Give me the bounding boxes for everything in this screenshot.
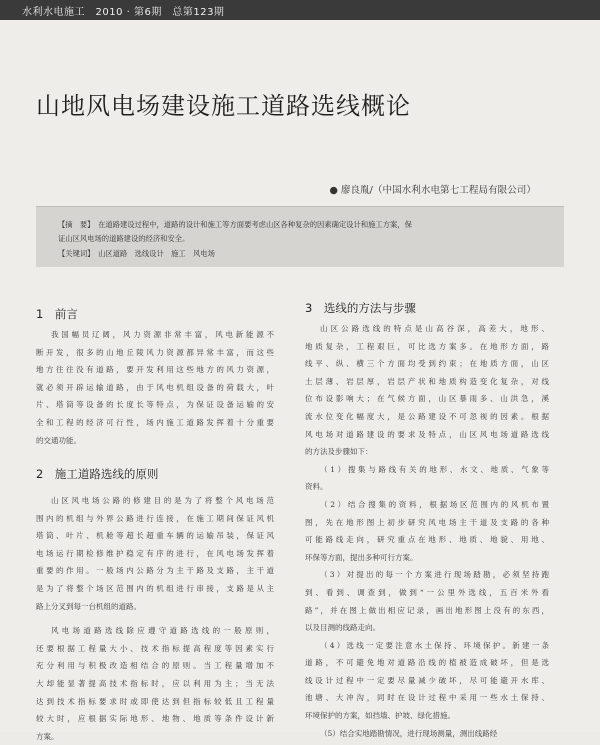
text-line: （2）结合搜集的资料，根据场区范围内的风机布置	[320, 499, 549, 509]
section-3-body	[305, 320, 549, 742]
text-line: （4）选线一定要注意水土保持、环境保护。新建一条	[320, 640, 549, 650]
text-line: 风电场道路选线除应遵守道路选线的一般原则，	[51, 626, 274, 636]
text-line: 到、看到、调查到，做到“一公里外选线，五百米外看	[305, 587, 549, 597]
text-line: 还要根据工程量大小、技术指标提高程度等因素实行	[36, 643, 274, 653]
section-1-body	[36, 326, 274, 449]
text-line: 是为了将整个场区范围内的机组进行串接，支路是从主	[36, 583, 274, 593]
text-line: 土层薄、岩层厚，岩层产状和地质构造变化复杂，对线	[305, 376, 549, 386]
text-line: 我国幅员辽阔，风力资源非常丰富，风电新能源不	[51, 330, 274, 339]
text-line: 重要的作用。一般场内公路分为主干路及支路，主干道	[36, 566, 274, 576]
text-line: 池塘、大冲沟，同时在设计过程中采用一些水土保持、	[305, 693, 549, 703]
text-line: 山区风电场公路的修建目的是为了将整个风电场范	[51, 496, 274, 505]
text-line: 流水位变化幅度大，是公路建设不可忽视的因素。根据	[305, 411, 549, 421]
text-line: 位布设影响大；在气候方面，山区暴雨多、山洪急，溪	[305, 394, 549, 404]
text-line: 线设计过程中一定要尽量减少破坏，尽可能避开水库、	[305, 675, 549, 685]
text-line: 线平、纵、横三个方面均受到约束；在地质方面，山区	[305, 359, 549, 369]
section-heading-2: 2 施工道路选线的原则	[36, 467, 159, 481]
text-line: 的方法及步骤如下：	[305, 447, 373, 457]
section-2-body	[36, 492, 274, 745]
text-line: 大却能显著提高技术指标时，应以利用为主；当无法	[36, 678, 274, 688]
text-line: 充分利用与积极改造相结合的原则。当工程量增加不	[36, 661, 274, 671]
text-line: 环境保护的方案，如挡墙、护坡、绿化措施。	[305, 711, 455, 721]
text-line: 电场运行期检修维护稳定有序的进行，在风电场发挥着	[36, 548, 274, 558]
text-line: 全和工程的经济可行性，场内施工道路发挥着十分重要	[36, 417, 274, 427]
text-line: 的交通功能。	[36, 435, 81, 445]
article-author: ● 廖良胤/（中国水利水电第七工程局有限公司）	[329, 185, 536, 196]
text-line: 围内的机组与外界公路进行连接，在施工期间保证风机	[36, 513, 274, 523]
text-line: 风电场对道路建设的要求及特点，山区风电场道路选线	[305, 429, 549, 439]
abstract-box	[36, 206, 564, 267]
text-line: 路上分叉到每一台机组的道路。	[36, 601, 141, 611]
abstract-line: 【摘 要】 在道路建设过程中，道路的设计和施工等方面要考虑山区各种复杂的因素确定设计和施工方案，保	[58, 220, 412, 229]
text-line: 山区公路选线的特点是山高谷深，高差大，地形、	[320, 324, 549, 333]
journal-header: 水利水电施工 2010 · 第6期 总第123期	[22, 7, 225, 18]
text-line: （1）搜集与路线有关的地形、水文、地质、气象等	[320, 464, 549, 474]
text-line: 达到技术指标要求时或即使达到但指标较低且工程量	[36, 696, 274, 706]
text-line: 可能路线走向，研究重点在地形、地质、地貌、用地、	[305, 535, 549, 545]
text-line: 环保等方面，提出多种可行方案。	[305, 552, 418, 562]
text-line: 资料。	[305, 482, 328, 492]
article-title: 山地风电场建设施工道路选线概论	[36, 92, 411, 120]
text-line: 地方往往没有道路，要开发利用这些地方的风力资源，	[36, 365, 274, 375]
text-line: 地质复杂，工程艰巨，可比选方案多。在地形方面，路	[305, 341, 549, 351]
text-line: 以及目测的线路走向。	[305, 623, 380, 633]
text-line: 就必须开辟运输道路，由于风电机组设备的荷载大，叶	[36, 382, 274, 392]
abstract-line: 证山区风电场的道路建设的经济和安全。	[58, 234, 190, 243]
text-line: 路”，并在图上做出相应记录，画出地形图上没有的东西，	[305, 605, 549, 615]
text-line: （5）结合实地踏勘情况，进行现场测量，测出线路经	[320, 728, 498, 738]
keywords-line: 【关键词】 山区道路 选线设计 施工 风电场	[58, 249, 215, 258]
text-line: 道路，不可避免地对道路沿线的植被造成破坏，但是选	[305, 658, 549, 668]
text-line: 塔筒、叶片、机舱等超长超重车辆的运输吊装，保证风	[36, 531, 274, 541]
text-line: 片、塔筒等设备的长度长等特点，为保证设备运输的安	[36, 400, 274, 410]
text-line: 较大时，应根据实际地形、地物、地质等条件设计新	[36, 714, 274, 724]
text-line: （3）对提出的每一个方案进行现场踏勘，必须坚持跑	[320, 570, 549, 580]
section-heading-3: 3 选线的方法与步骤	[305, 301, 416, 315]
text-line: 断开发，很多的山地丘陵风力资源都异常丰富，而这些	[36, 347, 274, 357]
text-line: 图，先在地形图上初步研究风电场主干道及支路的各种	[305, 517, 549, 527]
text-line: 方案。	[36, 731, 59, 741]
section-heading-1: 1 前言	[36, 307, 78, 321]
